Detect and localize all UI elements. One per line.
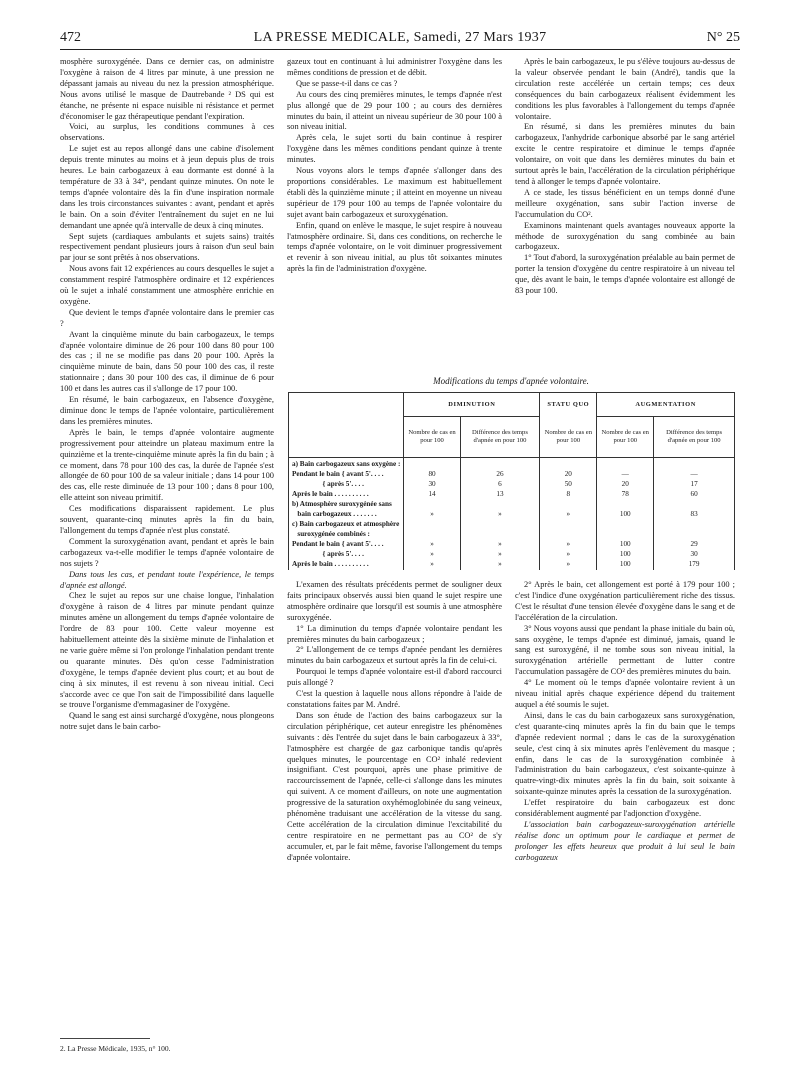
paragraph: 1° Tout d'abord, la suroxygénation préalable au bain permet de porter la tension d'oxygène du centre respiratoire à un niveau tel que, dès avant le bain, le temps d'apnée volontaire est allongé de 83 pour 100. — [515, 253, 735, 296]
group-header: STATU QUO — [540, 393, 597, 417]
column-right-top — [515, 57, 735, 297]
footnote: 2. La Presse Médicale, 1935, n° 100. — [60, 1044, 171, 1053]
paragraph: Que se passe-t-il dans ce cas ? — [296, 78, 398, 88]
paragraph: En résumé, si dans les premières minutes du bain carbogazeux, l'anhydride carbonique absorbé par le sang artériel excite le centre respiratoire et diminue le temps d'apnée volontaire, on voit que dans les dernières minutes du bain et surtout après le bain, l'accélération de la circulation périphérique tend à allonger le temps d'apnée volontaire. — [515, 122, 735, 186]
paragraph: Avant la cinquième minute du bain carbogazeux, le temps d'apnée volontaire diminue de 26 pour 100 dans 80 pour 100 des cas ; il ne se modifie pas dans 20 pour 100. Après la cinquième minute de bain, dans 50 pour 100 des cas, il reste stationnaire ; dans 30 pour 100 des cas, il diminue de 6 pour 100 et dans les autres cas il s'allonge de 17 pour 100. — [60, 329, 274, 394]
journal-title: LA PRESSE MEDICALE, Samedi, 27 Mars 1937 — [253, 30, 547, 45]
paragraph: L'examen des résultats précédents permet de souligner deux faits principaux observés aussi bien quand le sujet respire une atmosphère ordinaire que lorsqu'il est soumis à une atmosphère suroxygénée. — [287, 580, 502, 622]
paragraph: L'effet respiratoire du bain carbogazeux est donc considérablement augmenté par l'adjonction d'oxygène. — [515, 798, 735, 819]
paragraph: 4° Le moment où le temps d'apnée volontaire revient à un niveau initial après chaque expérience dépend du traitement auquel a été soumis le sujet. — [515, 678, 735, 709]
column-header: Nombre de cas en pour 100 — [597, 416, 654, 457]
table-cell: 26 6 13 » » » » — [460, 458, 540, 571]
table-cell: 20 50 8 » » » » — [540, 458, 597, 571]
paragraph: Au cours des cinq premières minutes, le temps d'apnée n'est plus allongé que de 29 pour 100 ; au cours des dernières minutes du bain, il atteint un niveau supérieur de 30 pour 100 à son niveau initial. — [287, 89, 502, 132]
paragraph: Que devient le temps d'apnée volontaire dans le premier cas ? — [60, 307, 274, 328]
group-header: DIMINUTION — [404, 393, 540, 417]
group-header: AUGMENTATION — [597, 393, 735, 417]
paragraph-italic: Dans tous les cas, et pendant toute l'expérience, le temps d'apnée est allongé. — [60, 569, 274, 590]
column-header: Différence des temps d'apnée en pour 100 — [460, 416, 540, 457]
paragraph: mosphère suroxygénée. Dans ce dernier cas, on administre l'oxygène à raison de 4 litres par minute, à une pression ne dépassant jamais au niveau du nez la pression atmosphérique. Nous avons utilisé le masque de Dautrebande ² DS qui est étanche, ne présente ni espace nuisible ni résistance et permet d'économiser le gaz thérapeutique pendant l'expiration. — [60, 57, 274, 121]
paragraph: 3° Nous voyons aussi que pendant la phase initiale du bain où, sans oxygène, le temps d'apnée est diminué, jamais, quand le sang est suroxygéné, il ne tombe sous son niveau initial, la suroxygénation artérielle permettant de lutter contre l'accumulation passagère de CO² des premières minutes du bain. — [515, 623, 735, 677]
paragraph: gazeux tout en continuant à lui administrer l'oxygène dans les mêmes conditions de pression et de débit. — [287, 57, 502, 77]
table-cell: — 20 78 100 100 100 100 — [597, 458, 654, 571]
paragraph: Voici, au surplus, les conditions communes à ces observations. — [60, 122, 274, 143]
paragraph: C'est la question à laquelle nous allons répondre à l'aide de constatations faites par M. André. — [287, 689, 502, 709]
paragraph: Nous avons fait 12 expériences au cours desquelles le sujet a constamment respiré l'atmosphère ordinaire et 12 expériences où le sujet a inhalé constamment une atmosphère enrichie en oxygène. — [60, 264, 274, 306]
paragraph: Après le bain carbogazeux, le pu s'élève toujours au-dessus de la valeur observée pendant le bain (André), tandis que la circulation reste accélérée un certain temps; ces deux conséquences du bain carbogazeux réalisent évidemment les conditions les plus favorables à l'allongement du temps d'apnée volontaire. — [515, 57, 735, 121]
paragraph: En résumé, le bain carbogazeux, en l'absence d'oxygène, diminue donc le temps de l'apnée volontaire, particulièrement dans les premières minutes. — [60, 395, 274, 426]
paragraph: 2° L'allongement de ce temps d'apnée pendant les dernières minutes du bain carbogazeux et surtout après la fin de celui-ci. — [287, 645, 502, 666]
paragraph: Sept sujets (cardiaques ambulants et sujets sains) traités respectivement pendant plusieurs jours à raison d'un seul bain par jour se sont prêtés à nos observations. — [60, 231, 274, 263]
paragraph: Enfin, quand on enlève le masque, le sujet respire à nouveau l'atmosphère ordinaire. Si, dans ces conditions, on recherche le temps d'apnée volontaire, on le voit diminuer progressivement et revenir à son niveau initial, au plus tôt soixantes minutes après la fin de l'administration d'oxygène. — [287, 220, 502, 274]
paragraph: Examinons maintenant quels avantages nouveaux apporte la méthode de suroxygénation du sang combinée au bain carbogazeux. — [515, 220, 735, 252]
paragraph: Après cela, le sujet sorti du bain continue à respirer l'oxygène dans les mêmes conditions pendant quinze à trente minutes. — [287, 133, 502, 165]
paragraph: Nous voyons alors le temps d'apnée s'allonger dans des proportions considérables. Le maximum est habituellement établi dès la quinzième minute ; il atteint en moyenne un niveau supérieur de 179 pour 100 au temps de l'apnée volontaire du sujet avant bain carbogazeux et suroxygénation. — [287, 166, 502, 219]
paragraph: Comment la suroxygénation avant, pendant et après le bain carbogazeux va-t-elle modifier le temps d'apnée volontaire de nos sujets ? — [60, 536, 274, 568]
paragraph: Le sujet est au repos allongé dans une cabine d'isolement depuis trente minutes au moins et à jeun depuis plus de trois heures. Le bain carbogazeux à eau dormante est donné à la température de 33 à 34°, pendant quinze minutes. On note le temps d'apnée volontaire dès la fin d'une inspiration normale dans les trois circonstances suivantes : avant, pendant et après le bain. On a soin d'éviter l'entraînement du sujet en ne lui demandant une apnée qu'à intervalle de deux à cinq minutes. — [60, 144, 274, 230]
column-middle-top — [287, 57, 502, 275]
paragraph: 2° Après le bain, cet allongement est porté à 179 pour 100 ; c'est l'indice d'une oxygénation particulièrement riche des tissus. C'est le résultat d'une tension élevée d'oxygène dans le sang et de l'accélération de la circulation. — [515, 580, 735, 622]
paragraph: Chez le sujet au repos sur une chaise longue, l'inhalation d'oxygène à raison de 4 litres par minute pendant quinze minutes amène un allongement du temps d'apnée volontaire de l'ordre de 83 pour 100. Cette valeur moyenne est habituellement atteinte dès la sixième minute de l'inhalation et ne varie guère même si l'on prolonge l'inhalation pendant trente ou quarante minutes. Dès qu'on cesse l'administration d'oxygène, le temps d'apnée devient plus court; et au bout de cinq à six minutes, il est revenu à son niveau initial. Ceci s'accorde avec ce que l'on sait de l'impossibilité dans laquelle se trouve l'organisme d'emmagasiner de l'oxygène. — [60, 591, 274, 710]
column-header: Nombre de cas en pour 100 — [404, 416, 460, 457]
paragraph-italic: L'association bain carbogazeux-suroxygénation artérielle réalise donc un optimum pour le cardiaque et permet de prolonger les effets heureux que produit à lui seul le bain carbogazeux — [515, 819, 735, 862]
column-middle-bottom — [287, 580, 502, 864]
paragraph: Dans son étude de l'action des bains carbogazeux sur la circulation périphérique, cet auteur enregistre les phénomènes suivants : dès l'entrée du sujet dans le bain carbogazeux à 33°, l'atmosphère est chargée de gaz carbonique tandis qu'après quelques minutes, le pourcentage en CO² inhalé redevient insignifiant. C'est pourquoi, après une phase primitive de raccourcissement de l'apnée, celle-ci s'allonge dans les minutes qui suivent. A ce moment d'ailleurs, on note une augmentation progressive de la saturation oxyhémoglobinée du sang veineux, phénomène traduisant une accélération de la vitesse du sang. Cette accélération de la circulation diminue l'excitabilité du centre respiratoire en ne permettant pas au CO² de s'y accumuler, et, par le fait même, favorise l'allongement du temps d'apnée volontaire. — [287, 710, 502, 862]
table-cell: 80 30 14 » » » » — [404, 458, 460, 571]
column-header: Différence des temps d'apnée en pour 100 — [654, 416, 735, 457]
page-header — [60, 30, 740, 50]
paragraph: Après le bain, le temps d'apnée volontaire augmente progressivement pour atteindre un plateau maximum entre la quinzième et la trente-cinquième minute après la fin du bain ; à ce moment, dans 78 pour 100 des cas, la durée de l'apnée s'est allongée de 60 pour 100 de sa valeur initiale ; dans 14 pour 100 des cas, elle reste diminuée de 13 pour 100 ; dans 8 pour 100, elle atteint son niveau primitif. — [60, 427, 274, 503]
paragraph: Ainsi, dans le cas du bain carbogazeux sans suroxygénation, c'est quarante-cinq minutes après la fin du bain que le temps d'apnée redevient normal ; dans le cas de la suroxygénation seule, c'est cinq à six minutes après l'enlèvement du masque ; enfin, dans le cas de la suroxygénation combinée à l'administration du bain carbogazeux, c'est soixante-quinze à quatre-vingt-dix minutes après la fin du bain, soit soixante à soixante-quinze minutes après la cessation de la suroxygénation. — [515, 710, 735, 797]
footnote-rule — [60, 1038, 150, 1039]
row-labels: a) Bain carbogazeux sans oxygène : Pendant le bain { avant 5'. . . . { après 5'. . . . Après le bain . . . . . . . . . . b) Atmosphère suroxygénée sans bain carbogazeux . . . . . . . c) Bain carbogazeux et atmosphère suroxygénée combinés : Pendant le bain { avant 5'. . . . { après 5'. . . . Après le bain . . . . . . . . . . — [289, 458, 404, 571]
column-right-bottom — [515, 580, 735, 864]
paragraph: Quand le sang est ainsi surchargé d'oxygène, nous plongeons notre sujet dans le bain carbo- — [60, 711, 274, 732]
page-number: 472 — [60, 30, 81, 45]
column-header: Nombre de cas en pour 100 — [540, 416, 597, 457]
paragraph: Ces modifications disparaissent rapidement. Le plus souvent, quarante-cinq minutes après la fin du bain, l'allongement du temps d'apnée n'est plus constaté. — [60, 504, 274, 535]
table-cell: — 17 60 83 29 30 179 — [654, 458, 735, 571]
paragraph: A ce stade, les tissus bénéficient en un temps donné d'une meilleure oxygénation, sans subir l'action inverse de l'accumulation du CO². — [515, 187, 735, 219]
column-left — [60, 57, 274, 733]
paragraph: Pourquoi le temps d'apnée volontaire est-il d'abord raccourci puis allongé ? — [287, 667, 502, 688]
results-table — [288, 392, 735, 570]
issue-number: N° 25 — [706, 30, 740, 45]
table-caption: Modifications du temps d'apnée volontaire. — [433, 376, 589, 386]
table-corner — [289, 393, 404, 458]
header-rule — [60, 49, 740, 50]
paragraph: 1° La diminution du temps d'apnée volontaire pendant les premières minutes du bain carbogazeux ; — [287, 623, 502, 644]
